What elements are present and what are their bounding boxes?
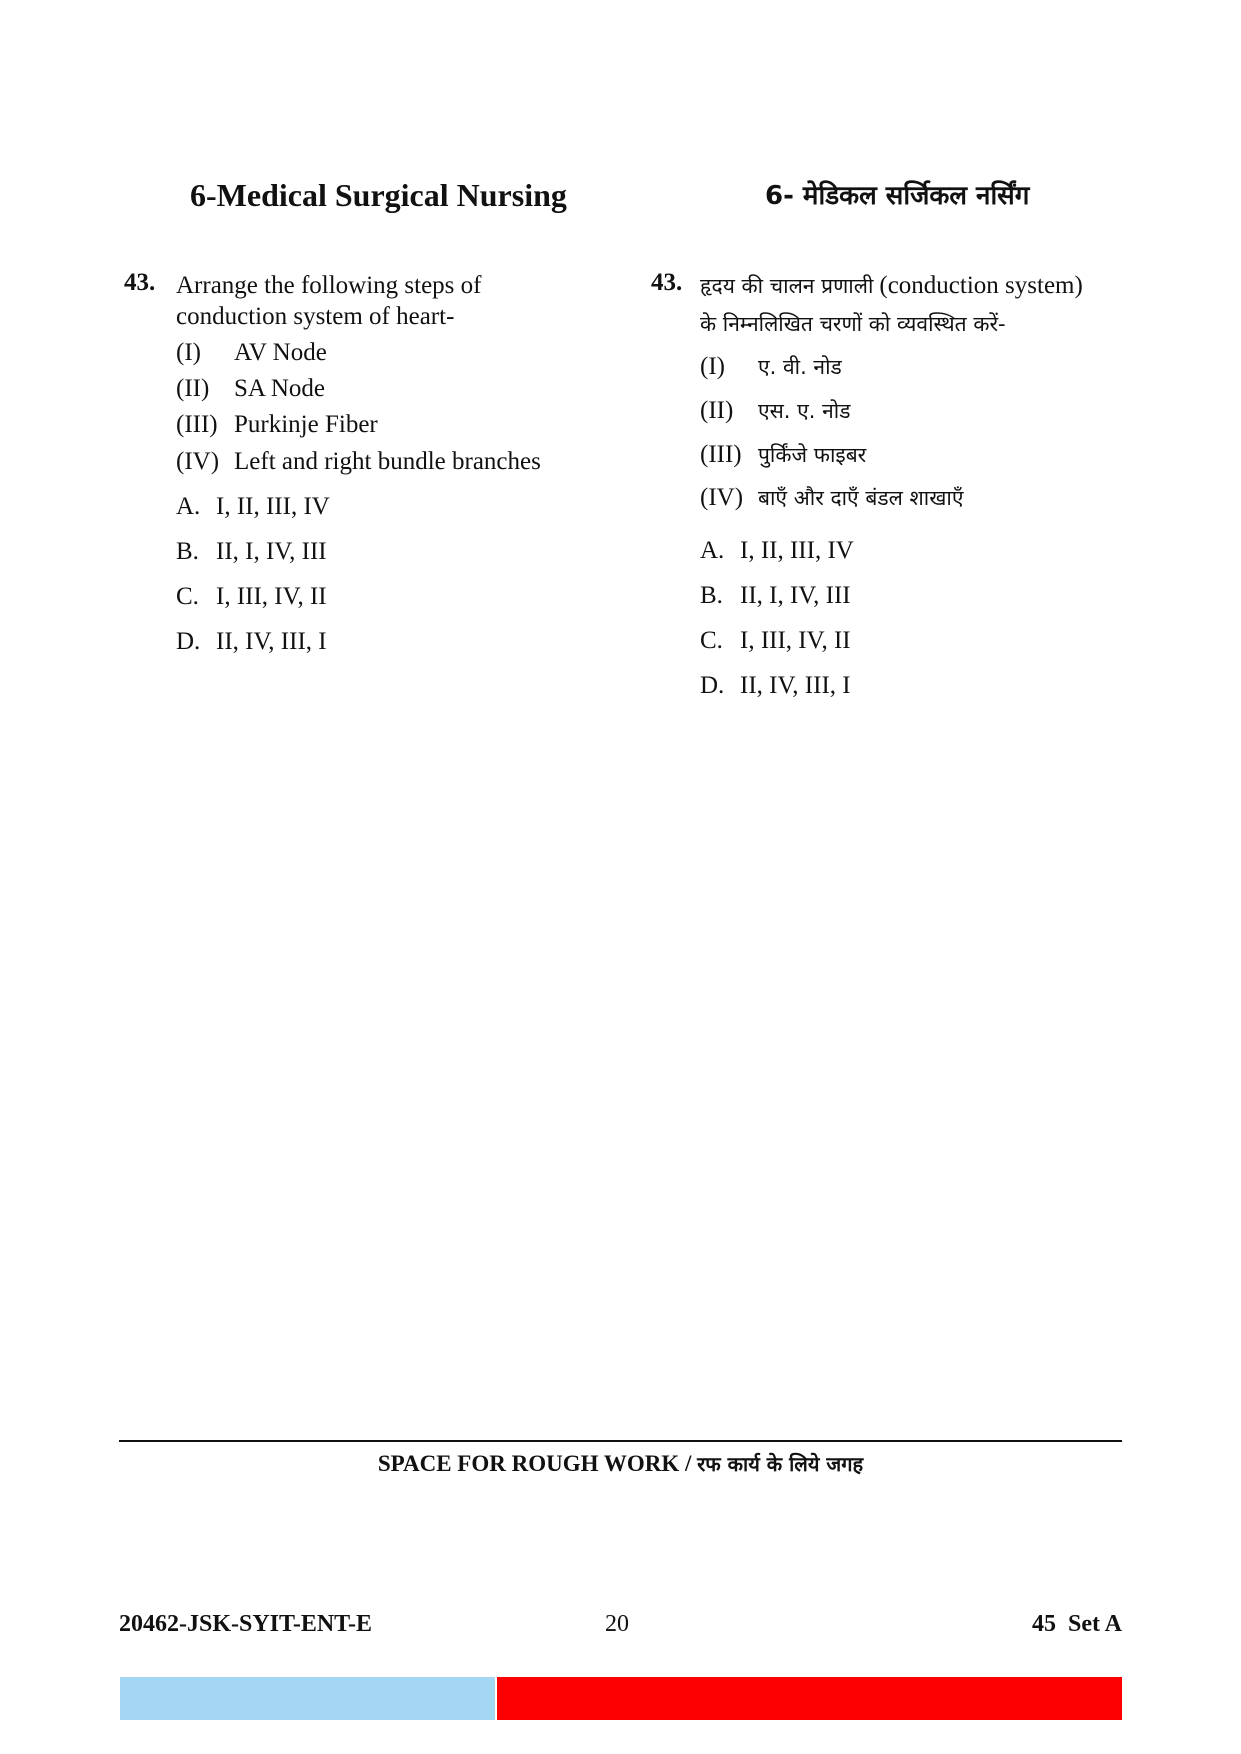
statement-number: (IV) — [700, 484, 744, 511]
statement-en-1 — [176, 339, 327, 367]
rough-work-label-english: SPACE FOR ROUGH WORK / — [377, 1451, 692, 1476]
option-hi-d — [700, 672, 851, 700]
footer-bar-blue — [120, 1677, 495, 1720]
paper-code: 20462-JSK-SYIT-ENT-E — [119, 1611, 372, 1637]
section-title-english: 6-Medical Surgical Nursing — [190, 177, 567, 213]
statement-text: ए. वी. नोड — [758, 355, 842, 379]
question-text-hindi — [700, 267, 1083, 343]
question-text-hindi-part: हृदय की चालन प्रणाली — [700, 274, 874, 298]
question-text-english — [176, 270, 481, 332]
question-number-hindi: 43. — [651, 269, 683, 296]
page-number: 20 — [605, 1611, 629, 1637]
option-text: II, IV, III, I — [740, 672, 851, 699]
option-en-a — [176, 493, 330, 521]
statement-text: Left and right bundle branches — [234, 448, 541, 475]
statement-hi-1 — [700, 353, 842, 381]
option-letter: C. — [700, 627, 723, 654]
rough-work-label — [0, 1450, 1241, 1477]
statement-hi-2 — [700, 397, 850, 425]
option-letter: D. — [176, 628, 201, 655]
statement-en-4 — [176, 448, 541, 476]
statement-number: (II) — [700, 397, 734, 424]
option-letter: D. — [700, 672, 725, 699]
statement-text: Purkinje Fiber — [234, 411, 378, 438]
option-hi-b — [700, 582, 851, 610]
statement-number: (II) — [176, 375, 210, 402]
option-en-b — [176, 538, 327, 566]
option-en-c — [176, 583, 327, 611]
statement-text: एस. ए. नोड — [758, 399, 851, 423]
statement-en-2 — [176, 375, 325, 403]
rough-work-divider — [119, 1440, 1122, 1442]
option-text: I, III, IV, II — [740, 627, 851, 654]
option-letter: B. — [176, 538, 199, 565]
option-letter: A. — [700, 537, 725, 564]
question-count: 45 — [1032, 1611, 1056, 1637]
set-label — [1032, 1611, 1122, 1638]
question-text-line: Arrange the following steps of — [176, 272, 482, 299]
question-text-english-part: (conduction system) — [879, 272, 1083, 299]
question-text-line: conduction system of heart- — [176, 303, 455, 330]
footer-bar-red — [497, 1677, 1122, 1720]
statement-number: (I) — [176, 339, 201, 366]
option-en-d — [176, 628, 327, 656]
option-text: II, IV, III, I — [216, 628, 327, 655]
option-hi-a — [700, 537, 854, 565]
option-hi-c — [700, 627, 851, 655]
statement-number: (III) — [700, 441, 742, 468]
option-text: II, I, IV, III — [740, 582, 851, 609]
statement-hi-3 — [700, 441, 866, 469]
option-letter: A. — [176, 493, 201, 520]
statement-text: SA Node — [234, 375, 325, 402]
statement-text: बाएँ और दाएँ बंडल शाखाएँ — [758, 486, 964, 510]
statement-number: (I) — [700, 353, 725, 380]
option-text: II, I, IV, III — [216, 538, 327, 565]
statement-number: (IV) — [176, 448, 220, 475]
option-letter: C. — [176, 583, 199, 610]
question-number-english: 43. — [124, 269, 156, 296]
statement-text: AV Node — [234, 339, 327, 366]
question-text-line — [700, 267, 1083, 305]
statement-text: पुर्किंजे फाइबर — [758, 443, 867, 467]
option-text: I, II, III, IV — [216, 493, 330, 520]
statement-en-3 — [176, 411, 378, 439]
statement-number: (III) — [176, 411, 218, 438]
rough-work-label-hindi: रफ कार्य के लिये जगह — [697, 1452, 864, 1476]
question-text-line: के निम्नलिखित चरणों को व्यवस्थित करें- — [700, 312, 1006, 336]
option-text: I, II, III, IV — [740, 537, 854, 564]
set-name: Set A — [1068, 1611, 1122, 1637]
section-title-hindi: 6- मेडिकल सर्जिकल नर्सिंग — [765, 181, 1030, 211]
statement-hi-4 — [700, 484, 963, 512]
option-text: I, III, IV, II — [216, 583, 327, 610]
option-letter: B. — [700, 582, 723, 609]
